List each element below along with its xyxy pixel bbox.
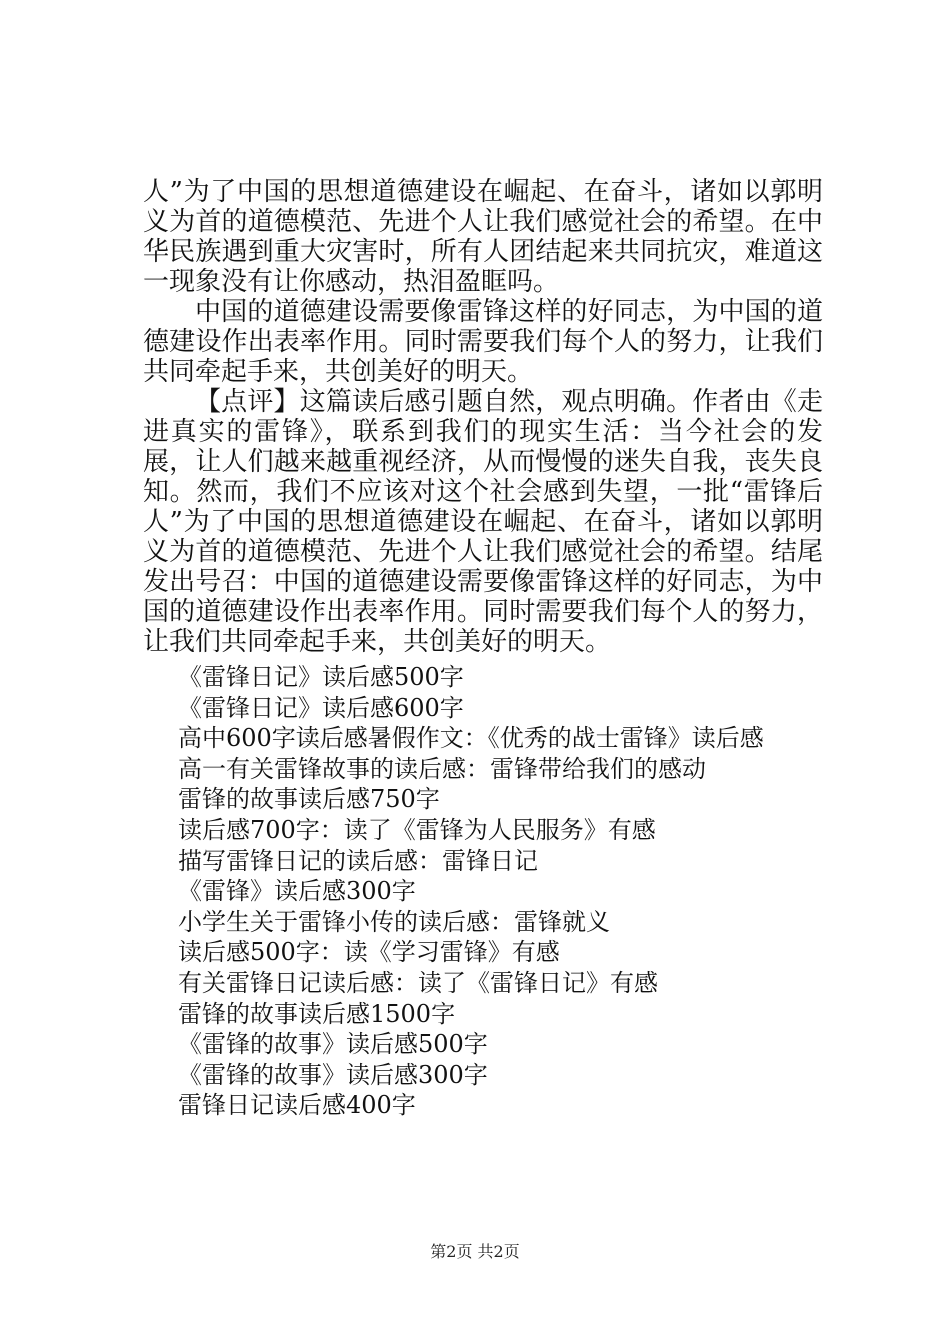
related-link[interactable]: 描写雷锋日记的读后感：雷锋日记 xyxy=(178,846,538,875)
related-link[interactable]: 小学生关于雷锋小传的读后感：雷锋就义 xyxy=(178,907,610,936)
body-paragraph: 人”为了中国的思想道德建设在崛起、在奋斗，诸如以郭明义为首的道德模范、先进个人让我们感觉社会的希望。在中华民族遇到重大灾害时，所有人团结起来共同抗灾，难道这一现象没有让你感动，热泪盈眶吗。 xyxy=(143,177,823,297)
related-link[interactable]: 《雷锋的故事》读后感300字 xyxy=(178,1060,488,1089)
related-links-list xyxy=(178,662,764,1121)
related-link[interactable]: 高中600字读后感暑假作文：《优秀的战士雷锋》读后感 xyxy=(178,724,764,753)
related-link[interactable]: 雷锋日记读后感400字 xyxy=(178,1091,416,1120)
page-footer: 第2页 共2页 xyxy=(430,1242,520,1261)
related-link[interactable]: 雷锋的故事读后感750字 xyxy=(178,785,440,814)
related-link[interactable]: 有关雷锋日记读后感：读了《雷锋日记》有感 xyxy=(178,968,658,997)
related-link[interactable]: 《雷锋的故事》读后感500字 xyxy=(178,1030,488,1059)
related-link[interactable]: 雷锋的故事读后感1500字 xyxy=(178,999,456,1028)
related-link[interactable]: 高一有关雷锋故事的读后感：雷锋带给我们的感动 xyxy=(178,754,706,783)
review-paragraph: 【点评】这篇读后感引题自然，观点明确。作者由《走进真实的雷锋》，联系到我们的现实生活：当今社会的发展，让人们越来越重视经济，从而慢慢的迷失自我，丧失良知。然而，我们不应该对这个社会感到失望，一批“雷锋后人”为了中国的思想道德建设在崛起、在奋斗，诸如以郭明义为首的道德模范、先进个人让我们感觉社会的希望。结尾发出号召：中国的道德建设需要像雷锋这样的好同志，为中国的道德建设作出表率作用。同时需要我们每个人的努力，让我们共同牵起手来，共创美好的明天。 xyxy=(143,387,823,657)
related-link[interactable]: 《雷锋日记》读后感500字 xyxy=(178,663,464,691)
related-link[interactable]: 《雷锋》读后感300字 xyxy=(178,877,416,906)
body-paragraph: 中国的道德建设需要像雷锋这样的好同志，为中国的道德建设作出表率作用。同时需要我们每个人的努力，让我们共同牵起手来，共创美好的明天。 xyxy=(143,297,823,387)
related-link[interactable]: 《雷锋日记》读后感600字 xyxy=(178,693,464,722)
related-link[interactable]: 读后感500字：读《学习雷锋》有感 xyxy=(178,938,560,967)
related-link[interactable]: 读后感700字：读了《雷锋为人民服务》有感 xyxy=(178,815,656,844)
